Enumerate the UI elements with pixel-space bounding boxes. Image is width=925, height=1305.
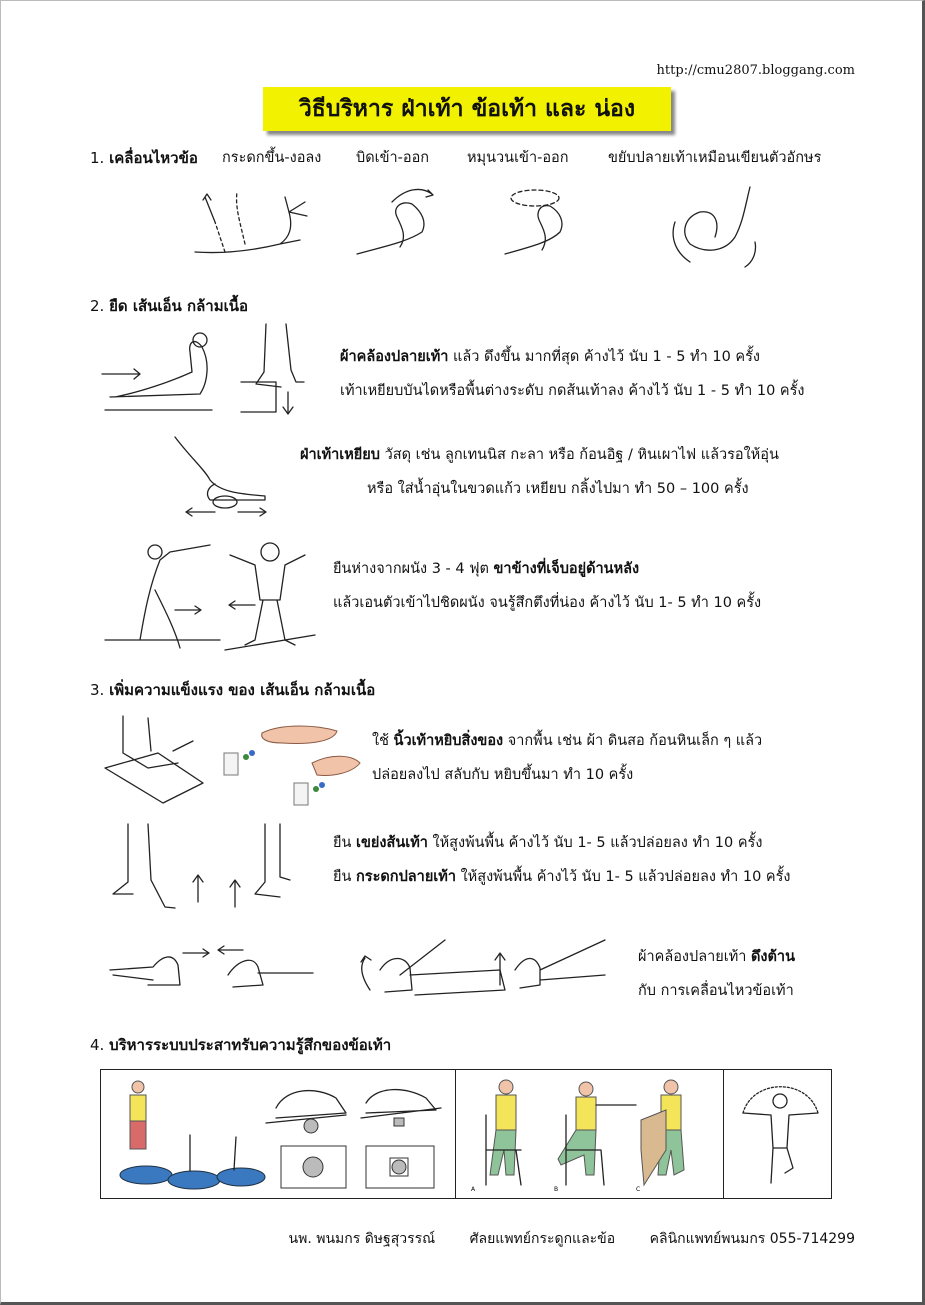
heel-raise-bold: เขย่งส้นเท้า (356, 835, 428, 851)
toe-pickup-pre: ใช้ (372, 733, 394, 749)
band-resist-line2: กับ การเคลื่อนไหวข้อเท้า (638, 983, 794, 999)
section-4-title: บริหารระบบประสาทรับความรู้สึกของข้อเท้า (109, 1036, 392, 1054)
heel-raise-illustration (103, 822, 208, 914)
band-resist-bold: ดึงต้าน (751, 949, 795, 965)
label-flex-extend: กระดกขึ้น-งอลง (222, 150, 322, 166)
section-1-heading (90, 146, 198, 170)
step-stretch-illustration (236, 322, 306, 417)
wall-lean-bold: ขาข้างที่เจ็บอยู่ด้านหลัง (493, 561, 640, 577)
footer-specialty: ศัลยแพทย์กระดูกและข้อ (469, 1231, 616, 1247)
section-2-number: 2. (90, 297, 105, 315)
toe-raise-text (333, 860, 790, 894)
towel-stretch-rest: แล้ว ดึงขึ้น มากที่สุด ค้างไว้ นับ 1 - 5 ทำ 10 ครั้ง (448, 349, 760, 365)
band-resist-text (638, 940, 795, 974)
toe-pickup-illustration (222, 713, 362, 810)
section-1-number: 1. (90, 149, 105, 167)
panel-letter-a: A (471, 1186, 476, 1193)
panel-letter-b: B (554, 1186, 559, 1193)
wobble-board-diagram (266, 1078, 446, 1190)
band-resist-pre: ผ้าคล้องปลายเท้า (638, 949, 752, 965)
foot-roll-illustration (170, 432, 275, 520)
towel-stretch-bold: ผ้าคล้องปลายเท้า (340, 349, 449, 365)
chair-balance-illustration (466, 1075, 716, 1193)
towel-scrunch-illustration (103, 713, 208, 810)
foot-writing-illustration (665, 182, 765, 270)
toe-pickup-line2: ปล่อยลงไป สลับกับ หยิบขึ้นมา ทำ 10 ครั้ง (372, 767, 634, 783)
step-stretch-text: เท้าเหยียบบันไดหรือพื้นต่างระดับ กดส้นเท้าลง ค้างไว้ นับ 1 - 5 ทำ 10 ครั้ง (340, 383, 805, 399)
ankle-flex-illustration (185, 182, 310, 262)
panel-letter-c: C (636, 1186, 641, 1193)
foot-roll-line2: หรือ ใส่น้ำอุ่นในขวดแก้ว เหยียบ กลิ้งไปมา ทำ 50 – 100 ครั้ง (367, 481, 749, 497)
heel-raise-rest: ให้สูงพ้นพื้น ค้างไว้ นับ 1- 5 แล้วปล่อยลง ทำ 10 ครั้ง (427, 835, 763, 851)
balance-exercise-panel (100, 1069, 832, 1199)
ankle-rotate-illustration (500, 182, 590, 262)
toe-raise-bold: กระดกปลายเท้า (356, 869, 456, 885)
foot-roll-rest: วัสดุ เช่น ลูกเทนนิส กะลา หรือ ก้อนอิฐ / หินเผาไฟ แล้วรอให้อุ่น (380, 447, 779, 463)
foot-roll-bold: ฝ่าเท้าเหยียบ (300, 447, 381, 463)
heel-raise-pre: ยืน (333, 835, 357, 851)
label-rotate: หมุนวนเข้า-ออก (467, 150, 569, 166)
section-3-heading (90, 678, 375, 702)
section-2-title: ยืด เส้นเอ็น กล้ามเนื้อ (109, 297, 248, 315)
section-2-heading (90, 294, 248, 318)
section-4-heading (90, 1033, 391, 1057)
wall-lean-line2: แล้วเอนตัวเข้าไปชิดผนัง จนรู้สึกตึงที่น่อง ค้างไว้ นับ 1- 5 ทำ 10 ครั้ง (333, 595, 762, 611)
wall-lean-text (333, 552, 639, 586)
toe-pickup-bold: นิ้วเท้าหยิบสิ่งของ (393, 733, 504, 749)
page-title: วิธีบริหาร ฝ่าเท้า ข้อเท้า และ น่อง (263, 87, 671, 131)
source-url: http://cmu2807.bloggang.com (656, 63, 855, 78)
balance-board-illustration (116, 1075, 266, 1193)
heel-raise-text (333, 826, 762, 860)
toe-pickup-rest: จากพื้น เช่น ผ้า ดินสอ ก้อนหินเล็ก ๆ แล้ว (503, 733, 763, 749)
band-inversion-eversion-illustration (108, 935, 318, 1005)
label-twist: บิดเข้า-ออก (356, 150, 430, 166)
section-3-number: 3. (90, 681, 105, 699)
towel-stretch-text (340, 340, 760, 374)
wall-lean-side-illustration (100, 540, 220, 652)
footer (0, 1228, 855, 1250)
toe-raise-rest: ให้สูงพ้นพื้น ค้างไว้ นับ 1- 5 แล้วปล่อยลง ทำ 10 ครั้ง (455, 869, 791, 885)
toe-raise-pre: ยืน (333, 869, 357, 885)
section-4-number: 4. (90, 1036, 105, 1054)
wall-lean-pre: ยืนห่างจากผนัง 3 - 4 ฟุต (333, 561, 494, 577)
label-write-letters: ขยับปลายเท้าเหมือนเขียนตัวอักษร (608, 150, 822, 166)
footer-clinic: คลินิกแพทย์พนมกร 055-714299 (649, 1231, 855, 1247)
toe-pickup-text (372, 724, 762, 758)
towel-stretch-illustration (100, 322, 215, 417)
foot-roll-text (300, 438, 779, 472)
ankle-twist-illustration (352, 182, 442, 262)
section-1-title: เคลื่อนไหวข้อ (109, 149, 198, 167)
toe-raise-illustration (225, 822, 295, 914)
single-leg-balance-illustration (733, 1073, 828, 1193)
wall-lean-front-illustration (225, 540, 315, 652)
section-3-title: เพิ่มความแข็งแรง ของ เส้นเอ็น กล้ามเนื้อ (109, 681, 376, 699)
footer-doctor: นพ. พนมกร ดิษฐสุวรรณ์ (288, 1231, 436, 1247)
band-dorsiflexion-illustration (350, 930, 610, 1005)
panel-divider (455, 1070, 456, 1198)
panel-divider (723, 1070, 724, 1198)
